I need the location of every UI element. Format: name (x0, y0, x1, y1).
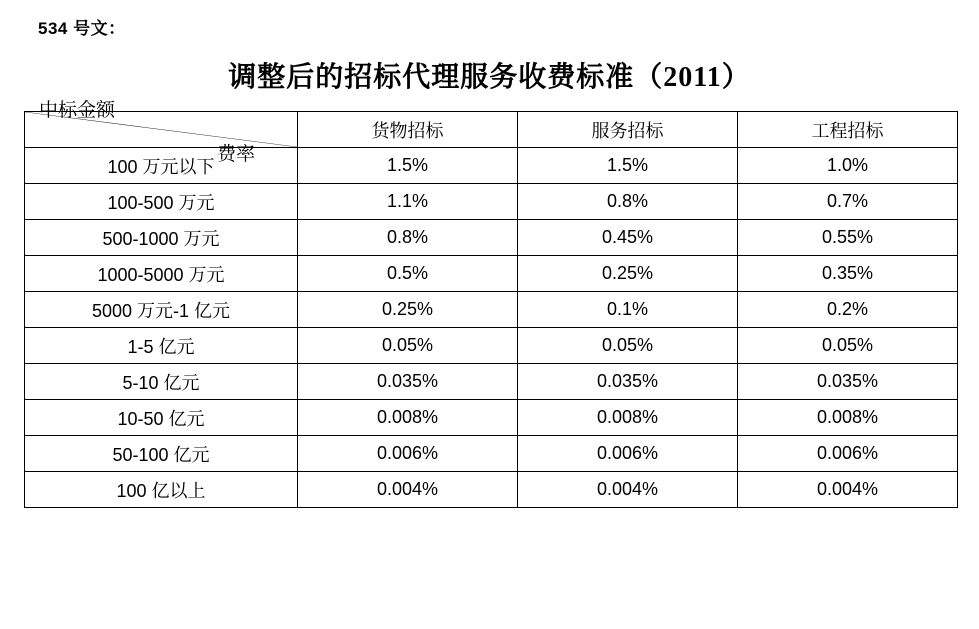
table-row (25, 364, 958, 400)
corner-label-amount: 中标金额 (39, 100, 116, 121)
cell-works: 0.035% (738, 364, 958, 400)
cell-service: 1.5% (518, 148, 738, 184)
cell-amount: 100 亿以上 (25, 472, 298, 508)
cell-amount: 100 万元以下 (25, 148, 298, 184)
table-corner-cell (25, 100, 298, 165)
table-row (25, 328, 958, 364)
column-header-service: 服务招标 (518, 112, 738, 148)
cell-amount: 100-500 万元 (25, 184, 298, 220)
cell-amount: 1-5 亿元 (25, 328, 298, 364)
cell-service: 0.035% (518, 364, 738, 400)
cell-service: 0.05% (518, 328, 738, 364)
cell-works: 0.2% (738, 292, 958, 328)
table-row (25, 148, 958, 184)
page-title: 调整后的招标代理服务收费标准（2011） (228, 62, 751, 93)
table-header-row (25, 112, 958, 148)
cell-goods: 0.05% (298, 328, 518, 364)
cell-amount: 50-100 亿元 (25, 436, 298, 472)
table-row (25, 184, 958, 220)
cell-amount: 5000 万元-1 亿元 (25, 292, 298, 328)
cell-service: 0.006% (518, 436, 738, 472)
cell-amount: 5-10 亿元 (25, 364, 298, 400)
cell-goods: 0.004% (298, 472, 518, 508)
cell-works: 0.05% (738, 328, 958, 364)
table-row (25, 436, 958, 472)
cell-goods: 0.8% (298, 220, 518, 256)
cell-works: 0.35% (738, 256, 958, 292)
fee-standard-table (24, 100, 958, 508)
corner-label-rate: 费率 (216, 144, 255, 165)
cell-amount: 10-50 亿元 (25, 400, 298, 436)
table-row (25, 292, 958, 328)
fee-standard-table-wrapper (24, 100, 954, 508)
cell-goods: 0.25% (298, 292, 518, 328)
cell-goods: 1.5% (298, 148, 518, 184)
table-row (25, 400, 958, 436)
column-header-goods: 货物招标 (298, 112, 518, 148)
cell-service: 0.25% (518, 256, 738, 292)
cell-goods: 0.035% (298, 364, 518, 400)
cell-service: 0.8% (518, 184, 738, 220)
cell-service: 0.1% (518, 292, 738, 328)
cell-works: 0.004% (738, 472, 958, 508)
cell-service: 0.45% (518, 220, 738, 256)
cell-goods: 0.5% (298, 256, 518, 292)
table-row (25, 220, 958, 256)
cell-amount: 500-1000 万元 (25, 220, 298, 256)
table-row (25, 472, 958, 508)
cell-works: 0.55% (738, 220, 958, 256)
document-reference: 534 号文： (38, 19, 126, 38)
cell-works: 0.008% (738, 400, 958, 436)
cell-service: 0.008% (518, 400, 738, 436)
cell-goods: 1.1% (298, 184, 518, 220)
column-header-works: 工程招标 (738, 112, 958, 148)
cell-works: 1.0% (738, 148, 958, 184)
cell-service: 0.004% (518, 472, 738, 508)
table-row (25, 256, 958, 292)
cell-goods: 0.006% (298, 436, 518, 472)
cell-works: 0.006% (738, 436, 958, 472)
cell-amount: 1000-5000 万元 (25, 256, 298, 292)
cell-goods: 0.008% (298, 400, 518, 436)
cell-works: 0.7% (738, 184, 958, 220)
